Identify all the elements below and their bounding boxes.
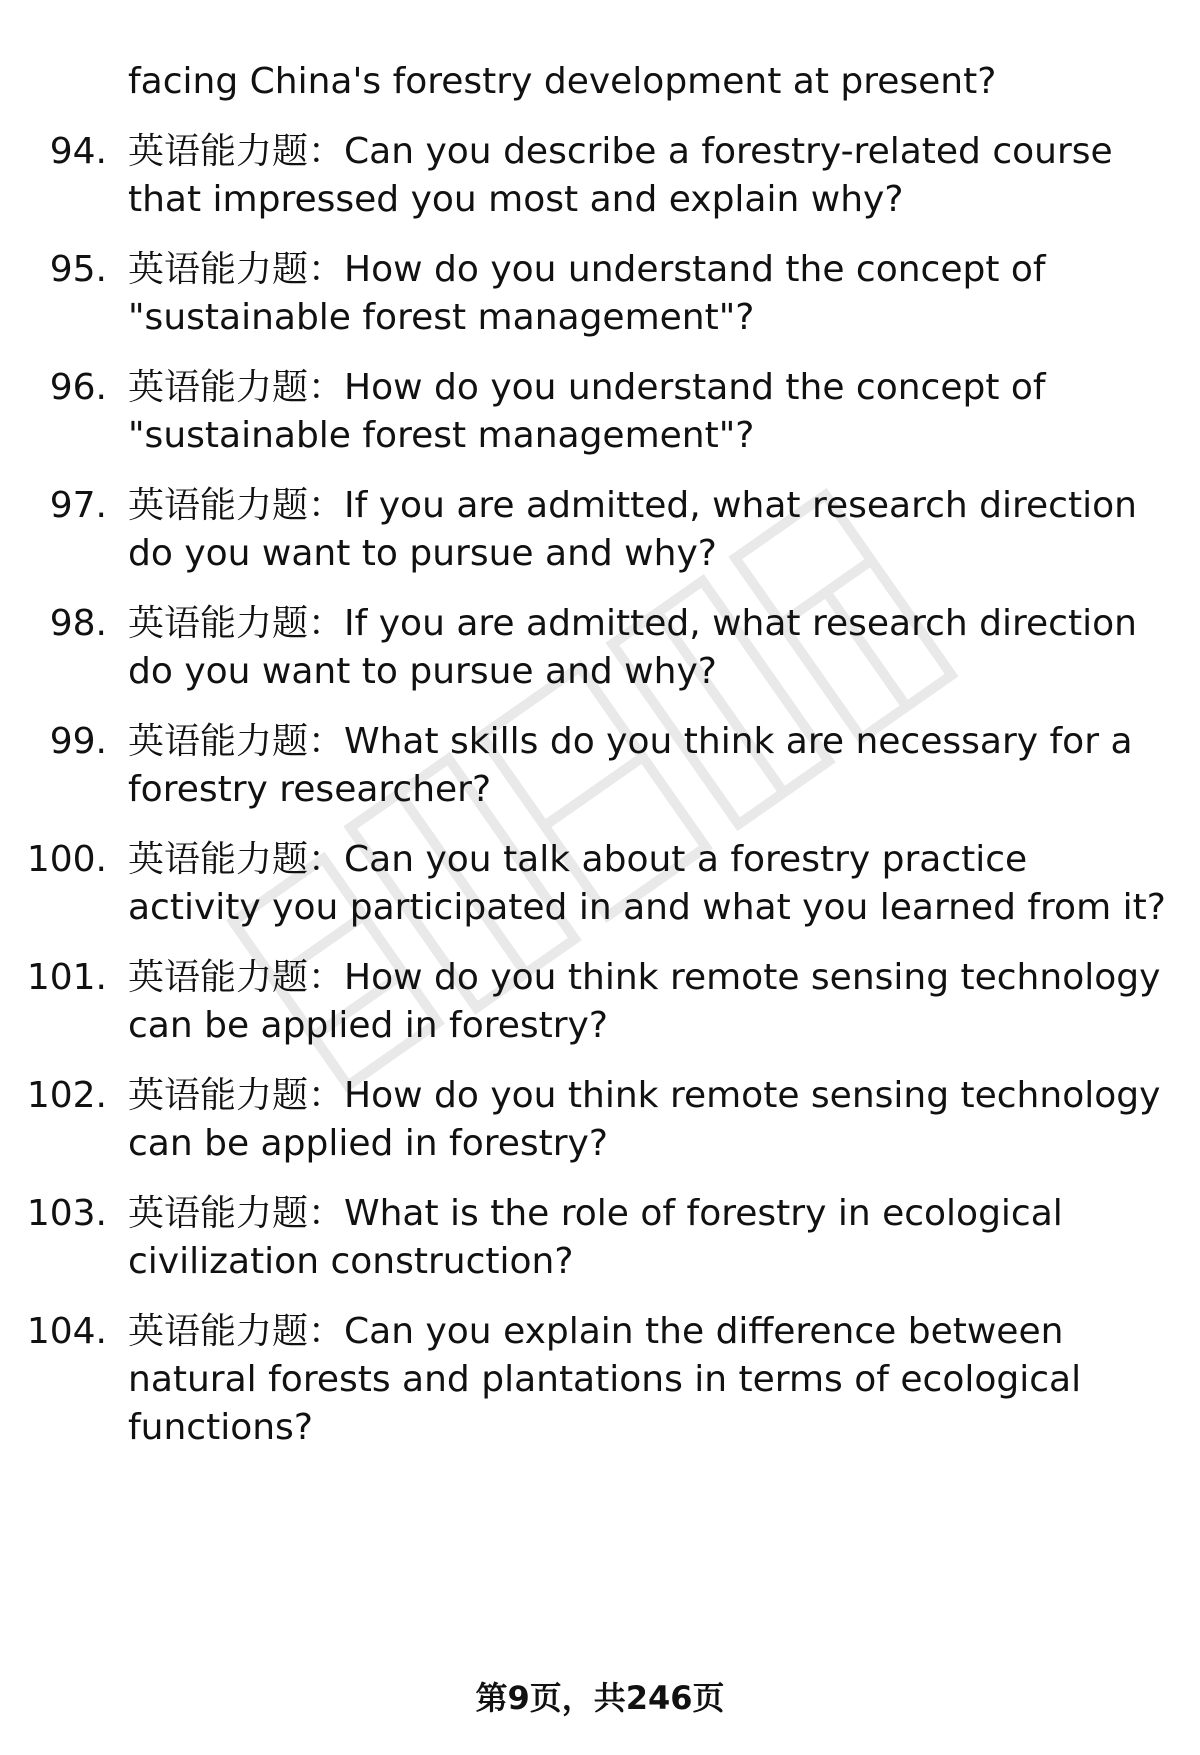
page-footer: 第9页，共246页	[475, 1679, 725, 1717]
question-text: Can you describe a forestry-related course that impressed you most and explain why?	[128, 131, 1113, 220]
question-prefix: 英语能力题：	[128, 721, 345, 762]
question-text: How do you think remote sensing technology can be applied in forestry?	[128, 1075, 1161, 1164]
question-prefix: 英语能力题：	[128, 839, 345, 880]
question-number: 101.	[26, 957, 107, 998]
question-prefix: 英语能力题：	[128, 131, 345, 172]
question-number: 102.	[26, 1075, 107, 1116]
question-prefix: 英语能力题：	[128, 367, 345, 408]
question-text: How do you think remote sensing technology can be applied in forestry?	[128, 957, 1161, 1046]
question-text-block	[128, 1308, 1168, 1452]
question-text: How do you understand the concept of "sustainable forest management"?	[128, 367, 1046, 456]
question-prefix: 英语能力题：	[128, 603, 345, 644]
question-number: 96.	[49, 367, 107, 408]
question-number: 97.	[49, 485, 107, 526]
question-text-block	[128, 1072, 1168, 1168]
question-text: What skills do you think are necessary for a forestry researcher?	[128, 721, 1133, 810]
question-prefix: 英语能力题：	[128, 957, 345, 998]
question-prefix: 英语能力题：	[128, 1311, 345, 1352]
question-text-block	[128, 128, 1168, 224]
question-text: If you are admitted, what research direction do you want to pursue and why?	[128, 485, 1137, 574]
question-number: 103.	[26, 1193, 107, 1234]
question-number: 104.	[26, 1311, 107, 1352]
question-text-block	[128, 600, 1168, 696]
question-prefix: 英语能力题：	[128, 249, 345, 290]
question-prefix: 英语能力题：	[128, 1193, 345, 1234]
question-number: 95.	[49, 249, 107, 290]
question-text: What is the role of forestry in ecological civilization construction?	[128, 1193, 1063, 1282]
question-number: 98.	[49, 603, 107, 644]
question-text-block	[128, 836, 1168, 932]
question-text: Can you explain the difference between natural forests and plantations in terms of ecological functions?	[128, 1311, 1082, 1448]
question-prefix: 英语能力题：	[128, 485, 345, 526]
question-text: If you are admitted, what research direction do you want to pursue and why?	[128, 603, 1137, 692]
question-number: 100.	[26, 839, 107, 880]
question-text-block	[128, 246, 1168, 342]
question-text: How do you understand the concept of "sustainable forest management"?	[128, 249, 1046, 338]
question-number: 99.	[49, 721, 107, 762]
question-number: 94.	[49, 131, 107, 172]
question-text-block	[128, 364, 1168, 460]
continuation-text: facing China's forestry development at present?	[128, 61, 997, 102]
question-prefix: 英语能力题：	[128, 1075, 345, 1116]
question-text-block	[128, 954, 1168, 1050]
question-text-block	[128, 482, 1168, 578]
question-text-block	[128, 718, 1168, 814]
question-text-block	[128, 1190, 1168, 1286]
question-text: Can you talk about a forestry practice activity you participated in and what you learned from it?	[128, 839, 1166, 928]
